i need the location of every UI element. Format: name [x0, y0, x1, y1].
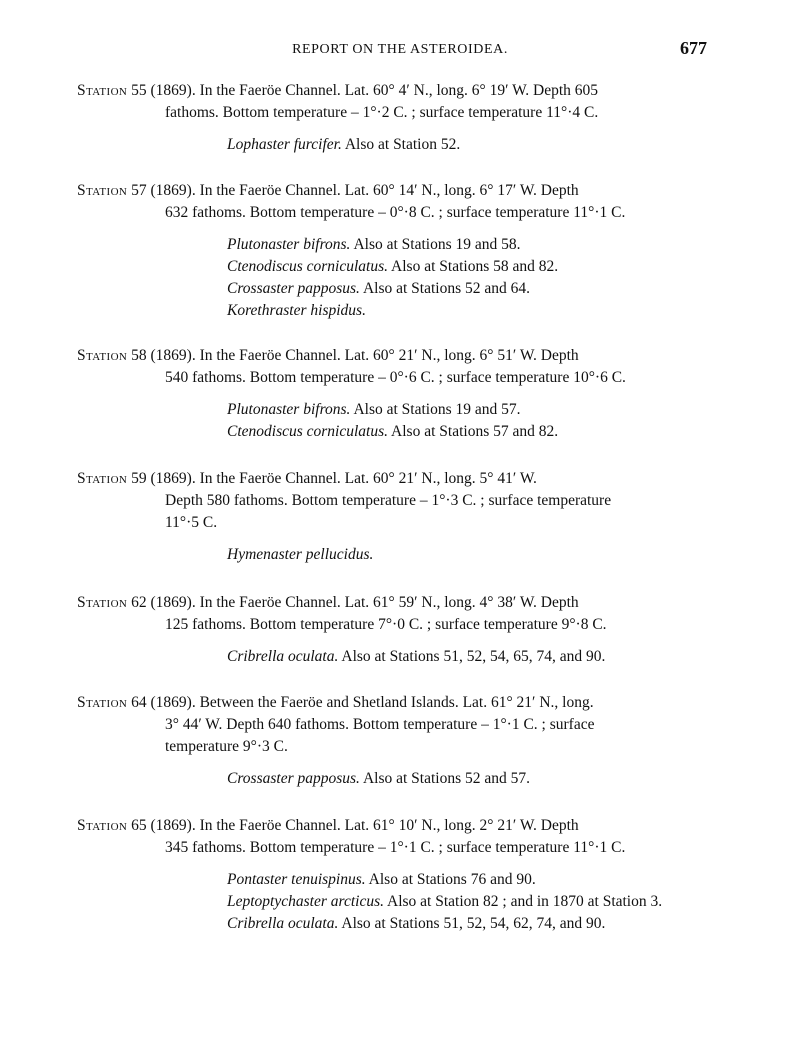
species-entry: [227, 913, 722, 935]
station-label: Station: [77, 82, 128, 99]
species-entry: [227, 278, 722, 300]
station-label: Station: [77, 347, 128, 364]
station-details-continued: temperature 9°·3 C.: [165, 738, 288, 755]
species-entry: [227, 891, 722, 913]
running-title: REPORT ON THE ASTEROIDEA.: [292, 42, 508, 57]
species-entry: [227, 300, 722, 322]
station-details-continued: Depth 580 fathoms. Bottom temperature – 1°·3 C. ; surface temperature: [165, 492, 612, 509]
species-entry: [227, 256, 722, 278]
station-59-entry: [77, 468, 722, 566]
species-name: Crossaster papposus.: [227, 280, 360, 297]
species-name: Cribrella oculata.: [227, 915, 339, 932]
station-label: Station: [77, 182, 128, 199]
station-details: 55 (1869). In the Faeröe Channel. Lat. 60° 4′ N., long. 6° 19′ W. Depth 605: [127, 82, 599, 99]
station-details: 64 (1869). Between the Faeröe and Shetland Islands. Lat. 61° 21′ N., long.: [127, 694, 594, 711]
species-name: Leptoptychaster arcticus.: [227, 893, 384, 910]
species-entry: [227, 544, 722, 566]
species-list: [227, 544, 722, 566]
species-note: Also at Stations 51, 52, 54, 65, 74, and 90.: [338, 648, 606, 665]
species-entry: [227, 134, 722, 156]
species-name: Plutonaster bifrons.: [227, 236, 351, 253]
station-details-continued: 11°·5 C.: [165, 514, 218, 531]
station-64-entry: [77, 692, 722, 790]
station-details: 57 (1869). In the Faeröe Channel. Lat. 60° 14′ N., long. 6° 17′ W. Depth: [127, 182, 579, 199]
station-62-entry: [77, 592, 722, 668]
species-list: [227, 234, 722, 322]
station-65-entry: [77, 815, 722, 935]
species-name: Lophaster furcifer.: [227, 136, 342, 153]
species-note: Also at Stations 19 and 58.: [350, 236, 521, 253]
species-name: Pontaster tenuispinus.: [227, 871, 366, 888]
station-label: Station: [77, 470, 128, 487]
species-note: Also at Station 82 ; and in 1870 at Station 3.: [383, 893, 663, 910]
species-entry: [227, 869, 722, 891]
station-details-continued: 3° 44′ W. Depth 640 fathoms. Bottom temperature – 1°·1 C. ; surface: [165, 716, 595, 733]
species-name: Crossaster papposus.: [227, 770, 360, 787]
station-details-continued: 540 fathoms. Bottom temperature – 0°·6 C. ; surface temperature 10°·6 C.: [165, 369, 626, 386]
station-57-entry: [77, 180, 722, 322]
species-list: [227, 768, 722, 790]
species-entry: [227, 768, 722, 790]
station-description: [77, 815, 722, 859]
station-details-continued: 125 fathoms. Bottom temperature 7°·0 C. ; surface temperature 9°·8 C.: [165, 616, 607, 633]
station-description: [77, 345, 722, 389]
species-note: Also at Stations 52 and 64.: [359, 280, 531, 297]
station-details: 58 (1869). In the Faeröe Channel. Lat. 60° 21′ N., long. 6° 51′ W. Depth: [127, 347, 579, 364]
station-details: 65 (1869). In the Faeröe Channel. Lat. 61° 10′ N., long. 2° 21′ W. Depth: [127, 817, 579, 834]
page-number: 677: [680, 38, 707, 58]
species-list: [227, 646, 722, 668]
station-label: Station: [77, 594, 128, 611]
species-note: Also at Stations 57 and 82.: [388, 423, 559, 440]
species-list: [227, 869, 722, 935]
species-name: Ctenodiscus corniculatus.: [227, 423, 389, 440]
station-description: [77, 468, 722, 534]
species-note: Also at Stations 19 and 57.: [350, 401, 521, 418]
species-name: Korethraster hispidus.: [227, 302, 366, 319]
species-list: [227, 399, 722, 443]
species-note: Also at Stations 51, 52, 54, 62, 74, and 90.: [338, 915, 606, 932]
species-name: Ctenodiscus corniculatus.: [227, 258, 389, 275]
species-name: Cribrella oculata.: [227, 648, 339, 665]
station-description: [77, 80, 722, 124]
species-name: Hymenaster pellucidus.: [227, 546, 374, 563]
station-label: Station: [77, 694, 128, 711]
species-note: Also at Stations 76 and 90.: [365, 871, 536, 888]
station-58-entry: [77, 345, 722, 443]
station-label: Station: [77, 817, 128, 834]
station-details-continued: 632 fathoms. Bottom temperature – 0°·8 C. ; surface temperature 11°·1 C.: [165, 204, 626, 221]
station-details: 59 (1869). In the Faeröe Channel. Lat. 60° 21′ N., long. 5° 41′ W.: [127, 470, 537, 487]
station-55-entry: [77, 80, 722, 156]
species-note: Also at Station 52.: [341, 136, 461, 153]
species-list: [227, 134, 722, 156]
species-note: Also at Stations 58 and 82.: [388, 258, 559, 275]
station-description: [77, 592, 722, 636]
species-name: Plutonaster bifrons.: [227, 401, 351, 418]
species-entry: [227, 646, 722, 668]
species-entry: [227, 399, 722, 421]
station-description: [77, 692, 722, 758]
station-description: [77, 180, 722, 224]
species-note: Also at Stations 52 and 57.: [359, 770, 531, 787]
station-details: 62 (1869). In the Faeröe Channel. Lat. 61° 59′ N., long. 4° 38′ W. Depth: [127, 594, 579, 611]
species-entry: [227, 234, 722, 256]
station-details-continued: 345 fathoms. Bottom temperature – 1°·1 C. ; surface temperature 11°·1 C.: [165, 839, 626, 856]
species-entry: [227, 421, 722, 443]
station-details-continued: fathoms. Bottom temperature – 1°·2 C. ; surface temperature 11°·4 C.: [165, 104, 599, 121]
